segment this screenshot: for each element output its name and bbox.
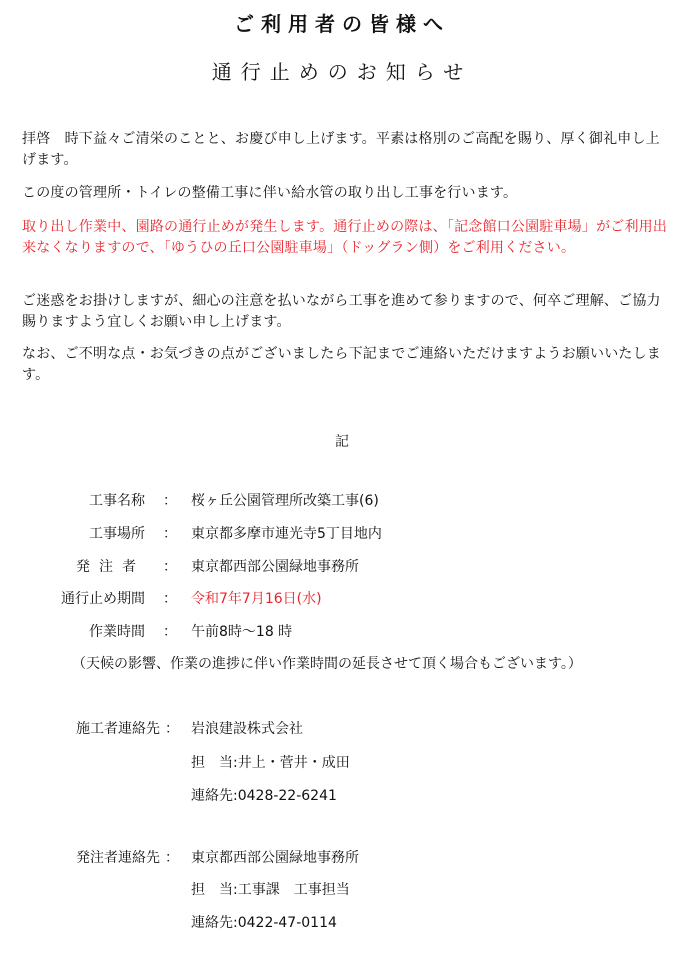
detail-row-work-hours [0, 621, 684, 643]
detail-label: 発注者 [76, 559, 145, 575]
detail-value: 東京都西部公園緑地事務所 [191, 559, 359, 575]
detail-value: 午前8時～18 時 [191, 624, 293, 640]
contractor-company: 岩浪建設株式会社 [191, 721, 303, 737]
client-phone-row [0, 912, 684, 934]
detail-colon: ： [163, 559, 177, 575]
detail-label: 作業時間 [89, 624, 145, 640]
ki-heading: 記 [335, 434, 349, 450]
weather-note: （天候の影響、作業の進捗に伴い作業時間の延長させて頂く場合もございます。） [72, 656, 582, 672]
greeting-paragraph: 拝啓 時下益々ご清栄のことと、お慶び申し上げます。平素は格別のご高配を賜り、厚く御礼申し上げます。 [22, 131, 660, 168]
closure-paragraph: 取り出し作業中、園路の通行止めが発生します。通行止めの際は、「記念館口公園駐車場」がご利用出来なくなりますので、「ゆうひの丘口公園駐車場」（ドッグラン側）をご利用ください。 [22, 219, 668, 256]
apology-paragraph: ご迷惑をお掛けしますが、細心の注意を払いながら工事を進めて参りますので、何卒ご理解、ご協力賜りますよう宜しくお願い申し上げます。 [22, 293, 661, 330]
construction-paragraph: この度の管理所・トイレの整備工事に伴い給水管の取り出し工事を行います。 [22, 185, 518, 201]
client-colon: ： [165, 850, 179, 866]
contractor-phone-row [0, 785, 684, 807]
detail-row-closure-period [0, 588, 684, 610]
detail-colon: ： [163, 493, 177, 509]
client-contact-row [0, 847, 684, 869]
detail-value: 東京都多摩市連光寺5丁目地内 [191, 526, 382, 542]
notice-subtitle: 通行止めのお知らせ [211, 60, 473, 84]
client-office: 東京都西部公園緑地事務所 [191, 850, 359, 866]
inquiry-paragraph: なお、ご不明な点・お気づきの点がございましたら下記までご連絡いただけますようお願いいたします。 [22, 346, 661, 383]
detail-value: 桜ヶ丘公園管理所改築工事(6) [191, 493, 379, 509]
detail-label: 工事場所 [89, 526, 145, 542]
detail-label: 通行止め期間 [61, 591, 145, 607]
contractor-contact-row [0, 718, 684, 740]
client-person: 担 当:工事課 工事担当 [191, 882, 350, 898]
notice-title: ご利用者の皆様へ [234, 12, 450, 36]
detail-colon: ： [163, 591, 177, 607]
detail-value: 令和7年7月16日(水) [191, 591, 322, 607]
contractor-person-row [0, 752, 684, 774]
client-label: 発注者連絡先 [76, 850, 160, 866]
detail-row-orderer [0, 556, 684, 578]
contractor-person: 担 当:井上・菅井・成田 [191, 755, 350, 771]
detail-colon: ： [163, 526, 177, 542]
client-phone: 連絡先:0422-47-0114 [191, 915, 337, 931]
contractor-phone: 連絡先:0428-22-6241 [191, 788, 337, 804]
contractor-colon: ： [165, 721, 179, 737]
detail-row-location [0, 523, 684, 545]
detail-row-project-name [0, 490, 684, 512]
detail-colon: ： [163, 624, 177, 640]
detail-label: 工事名称 [89, 493, 145, 509]
contractor-label: 施工者連絡先 [76, 721, 160, 737]
client-person-row [0, 879, 684, 901]
